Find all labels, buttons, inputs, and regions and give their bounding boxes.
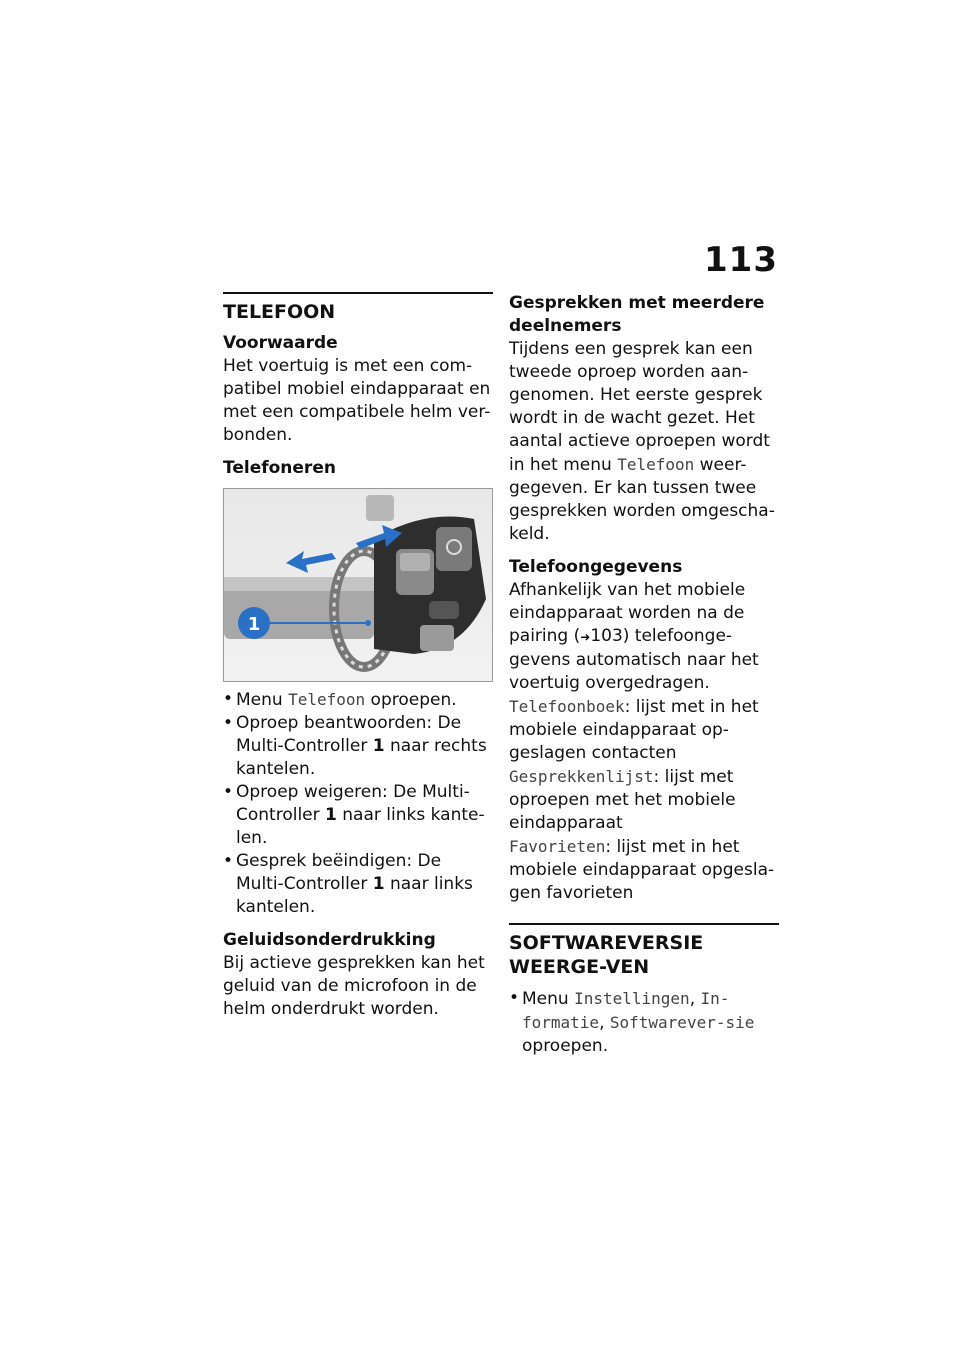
page-reference-arrow-icon: ➜	[580, 630, 591, 644]
section-rule	[509, 923, 779, 925]
callout-dot	[365, 620, 371, 626]
telefoneren-bullets	[223, 688, 493, 919]
item-favorieten: Favorieten: lijst met in het mobiele eindapparaat opgesla-gen favorieten	[509, 837, 775, 903]
list-item: • Gesprek beëindigen: De Multi-Controller 1 naar links kantelen.	[223, 850, 493, 919]
left-column	[223, 292, 493, 1031]
handlebar-illustration	[224, 489, 492, 681]
callout-label-1: 1	[247, 614, 261, 635]
list-item: • Menu Instellingen, In-formatie, Softwarever-sie oproepen.	[509, 987, 779, 1058]
telefoongegevens-text: Afhankelijk van het mobiele eindapparaat worden na de pairing (➜103) telefoonge-gevens automatisch naar het voertuig overgedragen.	[509, 580, 759, 693]
software-bullets	[509, 987, 779, 1058]
page-number: 113	[704, 240, 778, 280]
handlebar-controller-figure	[223, 488, 493, 682]
item-telefoonboek: Telefoonboek: lijst met in het mobiele eindapparaat op-geslagen contacten	[509, 697, 759, 763]
rocker-button-top	[400, 553, 430, 571]
heading-voorwaarde: Voorwaarde	[223, 333, 338, 353]
power-button	[436, 527, 472, 571]
heading-geluidsonderdrukking: Geluidsonderdrukking	[223, 930, 436, 950]
section-rule	[223, 292, 493, 294]
upper-lever	[366, 495, 394, 521]
heading-telefoneren: Telefoneren	[223, 458, 336, 478]
list-item: • Oproep beantwoorden: De Multi-Controller 1 naar rechts kantelen.	[223, 712, 493, 781]
geluid-text: Bij actieve gesprekken kan het geluid van de microfoon in de helm onderdrukt worden.	[223, 953, 485, 1019]
voorwaarde-text: Het voertuig is met een com-patibel mobiel eindapparaat en met een compatibele helm ver-bonden.	[223, 356, 491, 445]
item-gesprekkenlijst: Gesprekkenlijst: lijst met oproepen met het mobiele eindapparaat	[509, 767, 736, 833]
heading-gesprekken: Gesprekken met meerdere deelnemers	[509, 293, 765, 336]
gesprekken-text: Tijdens een gesprek kan een tweede oproep worden aan-genomen. Het eerste gesprek wordt in de wacht gezet. Het aantal actieve oproepen wordt in het menu Telefoon weer-gegeven. Er kan tussen twee gesprekken worden omgescha-keld.	[509, 339, 775, 544]
heading-telefoongegevens: Telefoongegevens	[509, 557, 683, 577]
arrow-left-icon	[286, 551, 336, 573]
list-item: • Oproep weigeren: De Multi-Controller 1 naar links kante-len.	[223, 781, 493, 850]
grip-highlight	[224, 577, 374, 591]
trigger-button	[420, 625, 454, 651]
right-column	[509, 292, 779, 1068]
small-button	[429, 601, 459, 619]
section-title-telefoon: TELEFOON	[223, 301, 336, 323]
page-reference[interactable]: 103	[590, 626, 623, 646]
list-item: • Menu Telefoon oproepen.	[223, 688, 493, 712]
section-title-softwareversie: SOFTWAREVERSIE WEERGE-VEN	[509, 932, 704, 978]
